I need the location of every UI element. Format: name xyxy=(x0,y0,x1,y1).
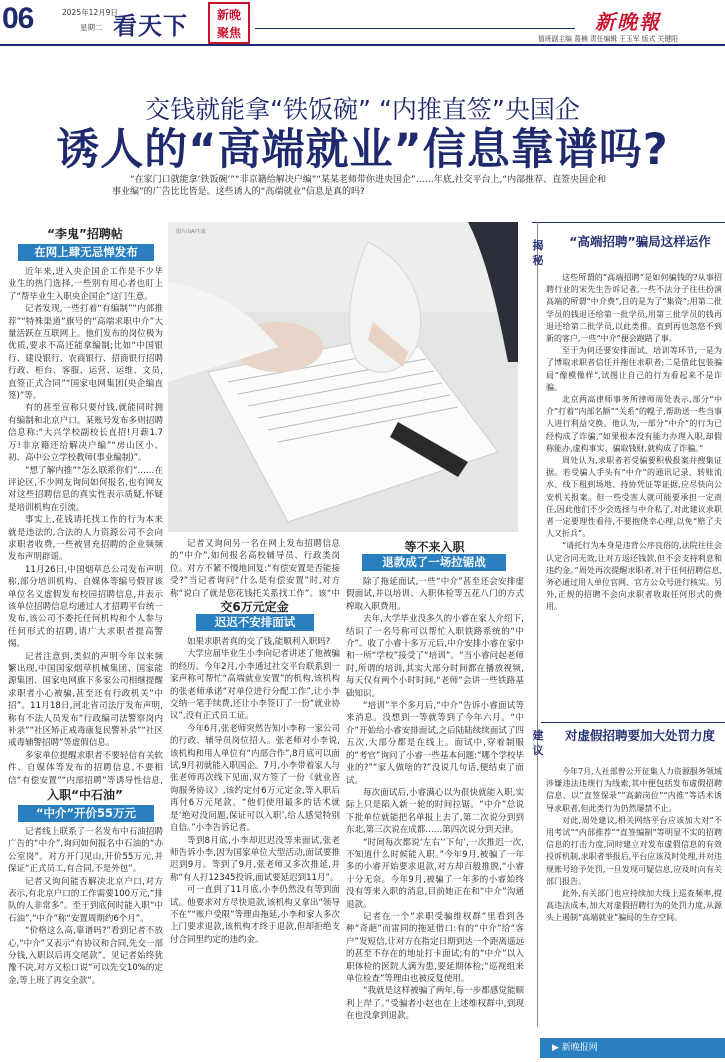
page-number: 06 xyxy=(2,2,34,35)
header-thin-rule xyxy=(255,28,575,29)
section-body-2b: 记者又询问另一名在网上发布招聘信息的“中介”,如何报名高校辅导员、行政类岗位。对方不紧不慢地回复:“有偿安置是否能接受?”当记者询问“什么是有偿安置”时,对方称“说白了就是您花钱托关系找工作”。该“中 xyxy=(170,539,340,599)
section-body-2a: 记者线上联系了一名发布中石油招聘广告的“中介”,询问如何报名中石油的“办公室岗”。对方开门见山,开价55万元,并保证“正式员工,有合同,不是外包”。 记者又询问能否解决北京户口,对方表示,有北京户口的工作需要100万元,“排队的人非常多”。至于到底何时能入职“中石油”,“中介”称“安置周期约6个月”。 “价格这么高,靠谱吗?”看到记者不放心,“中介”又表示“有协议和合同,先交一部分钱,入职以后再交尾款”。见记者始终犹豫不决,对方又松口说“可以先交10%的定金,等上班了再交全款”。 xyxy=(8,827,163,986)
sidebar-mid-rule xyxy=(541,722,725,723)
sidebar-body-advice: 今年7月,人社部曾公开征集人力资源服务领域涉嫌违法违规行为线索,其中便包括发布虚假招聘信息、以“直签保录”“高薪岗位”“内推”等话术诱导求职者,但此类行为仍然屡禁不止。 对此,周处建议,相关网络平台应该加大对“不用考试”“内部推荐”“直签编制”等明显不实的招聘信息的打击力度,同时建立对发布虚假信息的有效投诉机制,求职者举报后,平台应该及时处理,并对违规账号给予处罚,一旦发现可疑信息,应及时向有关部门报告。 此外,有关部门也应持续加大线上巡查频率,提高违法成本,加大对虚假招聘行为的处罚力度,从源头上遏制“高端就业”骗局的生存空间。 xyxy=(546,767,722,923)
section-heading-2: 入职“中石油” xyxy=(47,788,123,802)
section-heading-4: 等不来入职 xyxy=(404,540,465,554)
sidebar-title-reveal: “高端招聘”骗局这样运作 xyxy=(569,234,711,249)
section-seal-logo: 新晚 聚焦 xyxy=(208,2,250,44)
sidebar-title-advice: 对虚假招聘要加大处罚力度 xyxy=(564,728,715,743)
section-subheading-1: 在网上肆无忌惮发布 xyxy=(18,244,154,261)
play-icon: ▶ xyxy=(552,1043,562,1053)
section-title: 看天下 xyxy=(113,12,188,40)
photo-illustration xyxy=(168,222,518,532)
section-body-1: 近年来,进入央企国企工作是不少毕业生的热门选择,一些别有用心者也盯上了“帮毕业生入职央企国企”这门生意。 记者发现,一些打着“有编制”“内部推荐”“特殊渠道”旗号的“高端求职中介”大量活跃在互联网上。他们发布的岗位极为优质,要求不高还能拿编制;比如“中国银行、建设银行、农商银行、招商银行招聘行政、柜台、客服、运营、运维、文员,直签正式合同”“国家电网集团(央企编直签)”等。 有的甚至宣称只要付钱,就能同时拥有编制和北京户口。某账号发布多则招聘信息称:“大兴学校副校长直招!月薪1.7万!非京籍还给解决户编”“房山区小、初、高中公立学校教师(事业编制)”。 “想了解内推”“怎么联系你们”……在评论区,不少网友询问如何报名,也有网友对这些招聘信息的真实性表示质疑,怀疑是培训机构在引流。 事实上,花钱请托找工作的行为本来就是违法的,合法的人力资源公司不会向求职者收费,一些被冒充招聘的企业频频发布声明辟谣。 11月26日,中国烟草总公司发布声明称,部分培训机构、自媒体等编号假冒该单位名义虚假发布校园招聘信息,并表示该单位招聘信息均通过人才招聘平台统一发布,该公司不委托任何机构和个人参与任何形式的招聘,请广大求职者提高警惕。 记者注意到,类似的声明今年以来频繁出现,中国国家烟草机械集团、国家能源集团、国家电网旗下多家公司相继提醒求职者小心被骗,甚至还有行政机关“中招”。11月18日,河北省司法厅发布声明,称有不法人员发布“行政编司法警察岗内补录”“社区矫正戒毒康复民警补录”“社区戒毒辅警招聘”等虚假信息。 多家单位提醒求职者不要轻信有关软件、自媒体等发布的招聘信息,不要相信“有偿安置”“内部招聘”等诱导性信息, xyxy=(8,267,163,786)
section-heading-3: 交6万元定金 xyxy=(220,600,289,614)
article-lead: “在家门口就能拿‘铁饭碗’”“非京籍给解决户编”“某某老师带你进央国企”……年底,社交平台上,“内部推荐、直签央国企和事业编”的广告比比皆是。这些诱人的“高端就业”信息是真的吗? xyxy=(112,175,607,197)
article-headline: 诱人的“高端就业”信息靠谱吗? xyxy=(56,125,669,175)
issue-date: 2025年12月9日 xyxy=(62,8,118,17)
issue-weekday: 星期二 xyxy=(80,23,103,32)
sidebar-label-advice: 建议 xyxy=(532,729,544,757)
header-rule xyxy=(0,44,725,46)
section-body-3: 如果求职者真的交了钱,能顺利入职吗? 大学应届毕业生小李向记者讲述了他被骗的经历。今年2月,小李通过社交平台联系到一家声称可帮忙“高端就业安置”的机构,该机构的张老师承诺“对单位进行分配工作”,让小李交纳一笔手续费,还让小李签订了一份“就业协议”,没有正式员工证。 今年6月,张老师突然告知小李称一家公司的行政、辅导员岗位招人。张老师对小李说,该机构和用人单位有“内部合作”,8月底可以面试,9月初就能入职国企。7月,小李带着家人与张老师再次线下见面,双方签了一份《就业咨询服务协议》,该约定付6万元定金,等入职后再付6万元尾款。“他们使用最多的话术就是‘绝对没问题,保证可以入职’,给人感觉特别自信。”小李告诉记者。 等到8月底,小李却迟迟没等来面试,张老师告诉小李,因为国家单位大型活动,面试要推迟到9月。等到了9月,张老师又多次推延,并称“有人打12345投诉,面试要延迟到11月”。 可一直到了11月底,小李仍然没有等到面试。他要求对方尽快退款,该机构又拿出“领导不在”“账户受限”等理由拖延,小李和家人多次上门要求退款,该机构才终于退款,但却拒绝支付合同里约定的违约金。 xyxy=(170,637,340,945)
section-subheading-4: 退款成了一场拉锯战 xyxy=(362,554,506,571)
footer-source-bar xyxy=(540,1038,725,1058)
editor-credits: 值班副主编 葛楠 责任编辑 王玉军 版式 关键阳 xyxy=(538,35,678,43)
photo-caption: 图片由AI生成 xyxy=(176,229,206,235)
section-body-4: 除了拖延面试,一些“中介”甚至还会安排虚假面试,并以培训、入职体检等五花八门的方式榨取入职费用。 去年,大学毕业没多久的小睿在家人介绍下,结识了一名号称可以帮忙入职铁路系统的“中介”。收了小睿十多万元后,中介安排小睿在家中和一所“学校”接受了“培训”。“当小睿问起老师时,所谓的培训,其实大部分时间都在播放视频,每天仅有两个小时时间,“老师”会讲一些铁路基础知识。 “培训”半个多月后,“中介”告诉小睿面试等来消息。没想到一等就等到了今年六月。“中介”开始给小睿安排面试,之后陆陆续续面试了四五次,大部分都是在线上。面试中,穿着制服的“考官”询问了小睿一些基本问题:“哪个学校毕业的?”“家人做啥的?”没说几句话,便结束了面试。 每次面试后,小睿满心以为很快就能入职,实际上只是陷入新一轮的时间拉锯。“中介”总说下批单位就能把名单报上去了,第二次说分到到东北,第三次说在成都……第四次说分到天津。 “时间每次都说‘左右’‘下旬’,一次推迟一次,不知道什么时候能入职。”今年9月,被骗了一年多的小睿开始要求退款,对方却百般推脱,“小睿十分无奈。今年9月,被骗了一年多的小睿始终没有等来入职的消息,目前她正在和“中介”沟通退款。 记者在一个“求职受骗维权群”里看到各种“奇葩”而雷同的拖延借口:有的“中介”给“客户”发短信,让对方在指定日期到达一个距离遥远的甚至不存在的地址打卡面试;有的“中介”以入职体检的医院人满为患,要延期体检;“巡视组来单位检查”等理由也被反复使用。 “我就是这样被骗了两年,每一步都感觉能顺利上岸了。”受骗者小赵也在上述维权群中,到现在也没拿到退款。 xyxy=(346,577,524,1022)
sidebar-top-rule xyxy=(532,222,725,223)
article-photo xyxy=(168,222,518,532)
sidebar-body-reveal: 这些所谓的“高端招聘”是如何骗钱的?从事招聘行业的宋先生告诉记者,一些不法分子往往扮演高端的所谓“中介费”,目的是为了“集资”;用第二批学员的钱退还给第一批学员,用第三批学员的钱再退还给第二批学员,以此类推。直到再也忽悠不到新的客户,一些“中介”便会跑路了事。 至于为何还要安排面试、培训等环节,一是为了博取求职者信任并拖住求职者;二是借此包装骗局“像模像样”,试图让自己的行为看起来不是诈骗。 北京两高律师事务所律师周处表示,部分“中介”打着“内部名额”“关系”的幌子,帮助送一些当事人进行利益交换。他认为,一部分“中介”的行为已经构成了诈骗,“如果根本没有能力办理入职,却假称能办,虚构事实、骗取钱财,就构成了诈骗。” 周处认为,求职者若受骗要积极报案并搜集证据。若受骗人手头有“中介”的通讯记录、转账流水、线下租到场地、持协凭证等证据,应尽快向公安机关报案。但一些受害人就可能要承担一定责任,因此他们不少会选择与中介私了,对此建议求职者一定要理性看待,不要抱侥幸心理,以免“赔了夫人又折兵”。 “请托行为本身是违背公序良俗的,法院往往会认定合同无效,让对方返还钱款,但不会支持利息和违约金。”周处再次提醒求职者,对于任何招聘信息,务必通过用人单位官网、官方公众号进行核实。另外,正规的招聘不会向求职者收取任何形式的费用。 xyxy=(546,273,722,612)
section-subheading-3: 迟迟不安排面试 xyxy=(196,614,314,631)
footer-source-label: 新晚报网 xyxy=(561,1043,598,1053)
sidebar-label-reveal: 揭秘 xyxy=(532,239,544,267)
article-kicker: 交钱就能拿“铁饭碗” “内推直签”央国企 xyxy=(145,95,580,124)
section-heading-1: “李鬼”招聘帖 xyxy=(47,227,123,241)
section-subheading-2: “中介”开价55万元 xyxy=(18,805,154,822)
newspaper-brand-logo: 新晚報 xyxy=(595,10,661,34)
sidebar-divider xyxy=(537,222,538,1027)
